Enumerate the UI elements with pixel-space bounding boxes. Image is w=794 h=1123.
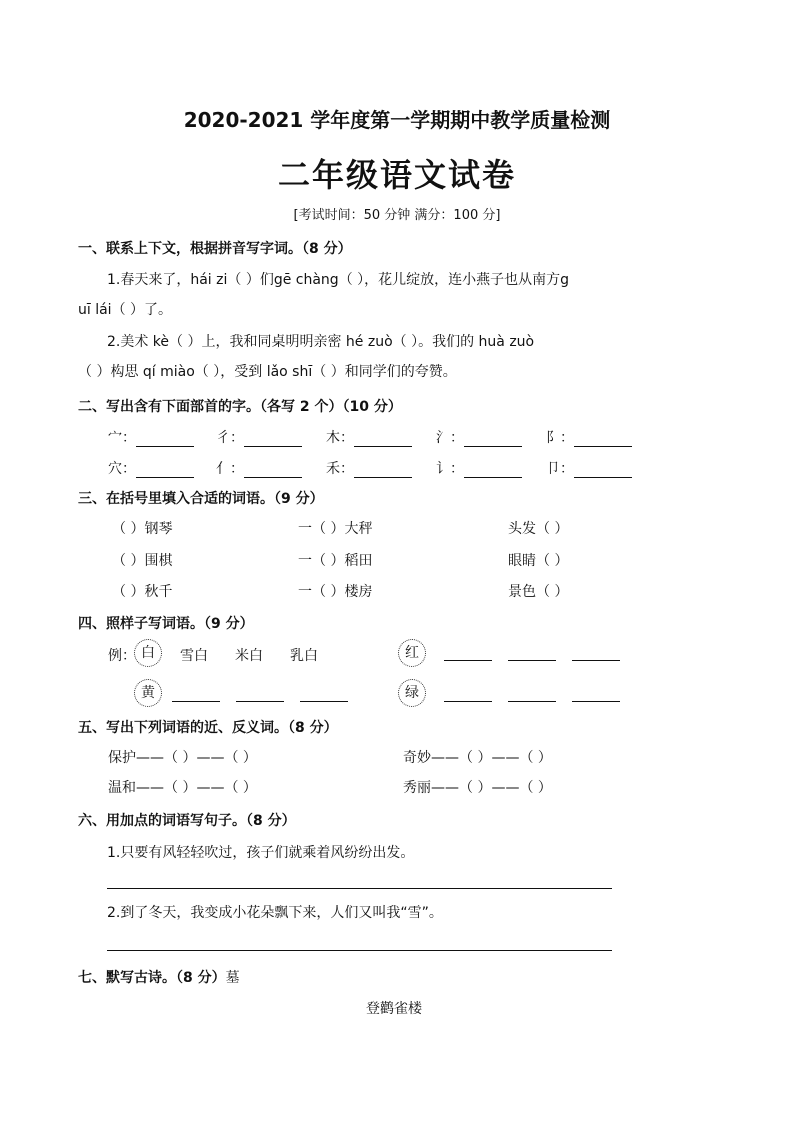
answer-line [444,701,492,702]
char-circle-green: 绿 [398,679,426,707]
answer-line [172,701,220,702]
example-word: 米白 [235,648,263,664]
radical-item: 宀： [108,427,194,447]
answer-line [300,701,348,702]
synonym-item: 温和——（ ）——（ ） [108,780,257,796]
section-7-heading: 七、默写古诗。（8 分）墓 [78,970,240,986]
section-3-heading: 三、在括号里填入合适的词语。（9 分） [78,491,324,507]
exam-info: [考试时间：50 分钟 满分：100 分] [293,208,501,223]
char-circle-yellow: 黄 [134,679,162,707]
section-1-line-2: uī lái（ ）了。 [78,302,173,318]
answer-line [572,660,620,661]
synonym-item: 保护——（ ）——（ ） [108,750,257,766]
radical-item: 木： [326,427,412,447]
radical-item: 氵： [436,427,522,447]
fill-item: 头发（ ） [508,521,569,537]
char-circle-red: 红 [398,639,426,667]
answer-line [444,660,492,661]
example-char-circle: 白 [134,639,162,667]
answer-line [508,660,556,661]
fill-item: （ ）秋千 [112,584,173,600]
stray-char: 墓 [225,970,240,986]
section-1-line-3: 2.美术 kè（ ）上，我和同桌明明亲密 hé zuò（ ）。我们的 huà zuò [107,334,535,350]
sentence-question-1: 1.只要有风轻轻吹过，孩子们就乘着风纷纷出发。 [107,845,415,861]
answer-line [572,701,620,702]
synonym-item: 秀丽——（ ）——（ ） [403,780,552,796]
radical-item: 阝： [546,427,632,447]
poem-title: 登鹳雀楼 [366,1001,422,1017]
section-2-heading: 二、写出含有下面部首的字。（各写 2 个）（10 分） [78,399,402,415]
exam-title: 二年级语文试卷 [277,156,516,194]
radical-item: 穴： [108,458,194,478]
sentence-question-2: 2.到了冬天，我变成小花朵飘下来，人们又叫我“雪”。 [107,905,443,921]
fill-item: 一（ ）大秤 [298,521,373,537]
section-6-heading: 六、用加点的词语写句子。（8 分） [78,813,296,829]
example-word: 雪白 [180,648,208,664]
fill-item: 一（ ）稻田 [298,553,373,569]
answer-line [107,888,612,889]
fill-item: 景色（ ） [508,584,569,600]
radical-item: 卩： [546,458,632,478]
section-1-line-1: 1.春天来了，hái zi（ ）们gē chàng（ ），花儿绽放，连小燕子也从南方g [107,272,570,288]
radical-item: 讠： [436,458,522,478]
example-word: 乳白 [290,648,318,664]
radical-item: 彳： [216,427,302,447]
synonym-item: 奇妙——（ ）——（ ） [403,750,552,766]
example-label: 例： [108,648,136,664]
answer-line [508,701,556,702]
fill-item: 眼睛（ ） [508,553,569,569]
section-4-heading: 四、照样子写词语。（9 分） [78,616,254,632]
section-5-heading: 五、写出下列词语的近、反义词。（8 分） [78,720,338,736]
fill-item: 一（ ）楼房 [298,584,373,600]
radical-item: 禾： [326,458,412,478]
fill-item: （ ）钢琴 [112,521,173,537]
section-1-line-4: （ ）构思 qí miào（ ），受到 lǎo shī（ ）和同学们的夸赞。 [78,364,457,380]
fill-item: （ ）围棋 [112,553,173,569]
section-1-heading: 一、联系上下文，根据拼音写字词。（8 分） [78,241,352,257]
answer-line [107,950,612,951]
answer-line [236,701,284,702]
exam-header: 2020-2021 学年度第一学期期中教学质量检测 [183,108,611,132]
radical-item: 亻： [216,458,302,478]
